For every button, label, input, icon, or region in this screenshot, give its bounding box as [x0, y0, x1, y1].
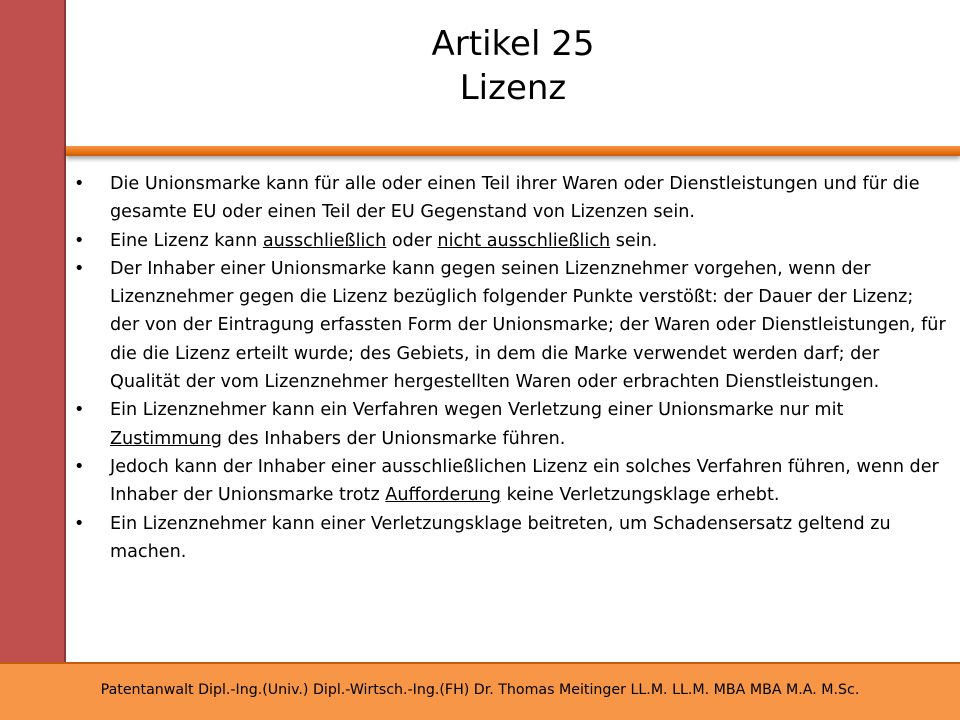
underlined-term: Zustimmung	[110, 428, 222, 449]
bullet-item-5	[72, 453, 948, 510]
bullet-icon: •	[74, 400, 85, 421]
title-divider	[66, 146, 960, 156]
bullet-text-part: keine Verletzungsklage erhebt.	[500, 485, 780, 506]
bullet-icon: •	[74, 258, 85, 279]
bullet-item-3	[72, 255, 948, 396]
underlined-term: Aufforderung	[385, 485, 501, 506]
bullet-text-part: Ein Lizenznehmer kann ein Verfahren wegen Verletzung einer Unionsmarke nur mit	[110, 400, 844, 421]
bullet-item-2	[72, 227, 948, 255]
bullet-text: Ein Lizenznehmer kann einer Verletzungsklage beitreten, um Schadensersatz geltend zu machen.	[110, 513, 891, 562]
bullet-text-part: Eine Lizenz kann	[110, 230, 263, 251]
bullet-text: Der Inhaber einer Unionsmarke kann gegen seinen Lizenznehmer vorgehen, wenn der Lizenznehmer gegen die Lizenz bezüglich folgender Punkte verstößt: der Dauer der Lizenz; der von der Eintragung erfassten Form der Unionsmarke; der Waren oder Dienstleistungen, für die die Lizenz erteilt wurde; des Gebiets, in dem die Marke verwendet werden darf; der Qualität der vom Lizenznehmer hergestellten Waren oder erbrachten Dienstleistungen.	[110, 258, 946, 393]
bullet-icon: •	[74, 174, 85, 194]
footer-bar	[0, 662, 960, 720]
title-line-2: Lizenz	[459, 68, 567, 108]
left-accent-bar	[0, 0, 66, 662]
bullet-icon: •	[74, 456, 85, 477]
bullet-item-6	[72, 510, 948, 567]
bullet-text-part: des Inhabers der Unionsmarke führen.	[221, 428, 566, 449]
bullet-list	[72, 170, 948, 566]
slide-title	[66, 22, 960, 110]
bullet-item-1	[72, 170, 948, 227]
content-body	[72, 170, 948, 566]
bullet-text-part: Jedoch kann der Inhaber einer ausschließlichen Lizenz ein solches Verfahren führen, wenn der Inhaber der Unionsmarke trotz	[110, 456, 939, 506]
title-line-1: Artikel 25	[431, 24, 595, 64]
bullet-item-4	[72, 396, 948, 453]
bullet-text-part: oder	[386, 230, 438, 251]
bullet-icon: •	[74, 513, 85, 534]
underlined-term: ausschließlich	[262, 230, 387, 251]
bullet-text: Die Unionsmarke kann für alle oder einen Teil ihrer Waren oder Dienstleistungen und für die gesamte EU oder einen Teil der EU Gegenstand von Lizenzen sein.	[110, 174, 920, 223]
bullet-icon: •	[74, 230, 85, 251]
underlined-term: nicht ausschließlich	[437, 230, 611, 251]
footer-text: Patentanwalt Dipl.-Ing.(Univ.) Dipl.-Wirtsch.-Ing.(FH) Dr. Thomas Meitinger LL.M. LL.M. MBA MBA M.A. M.Sc.	[100, 682, 860, 698]
bullet-text-part: sein.	[610, 230, 658, 251]
